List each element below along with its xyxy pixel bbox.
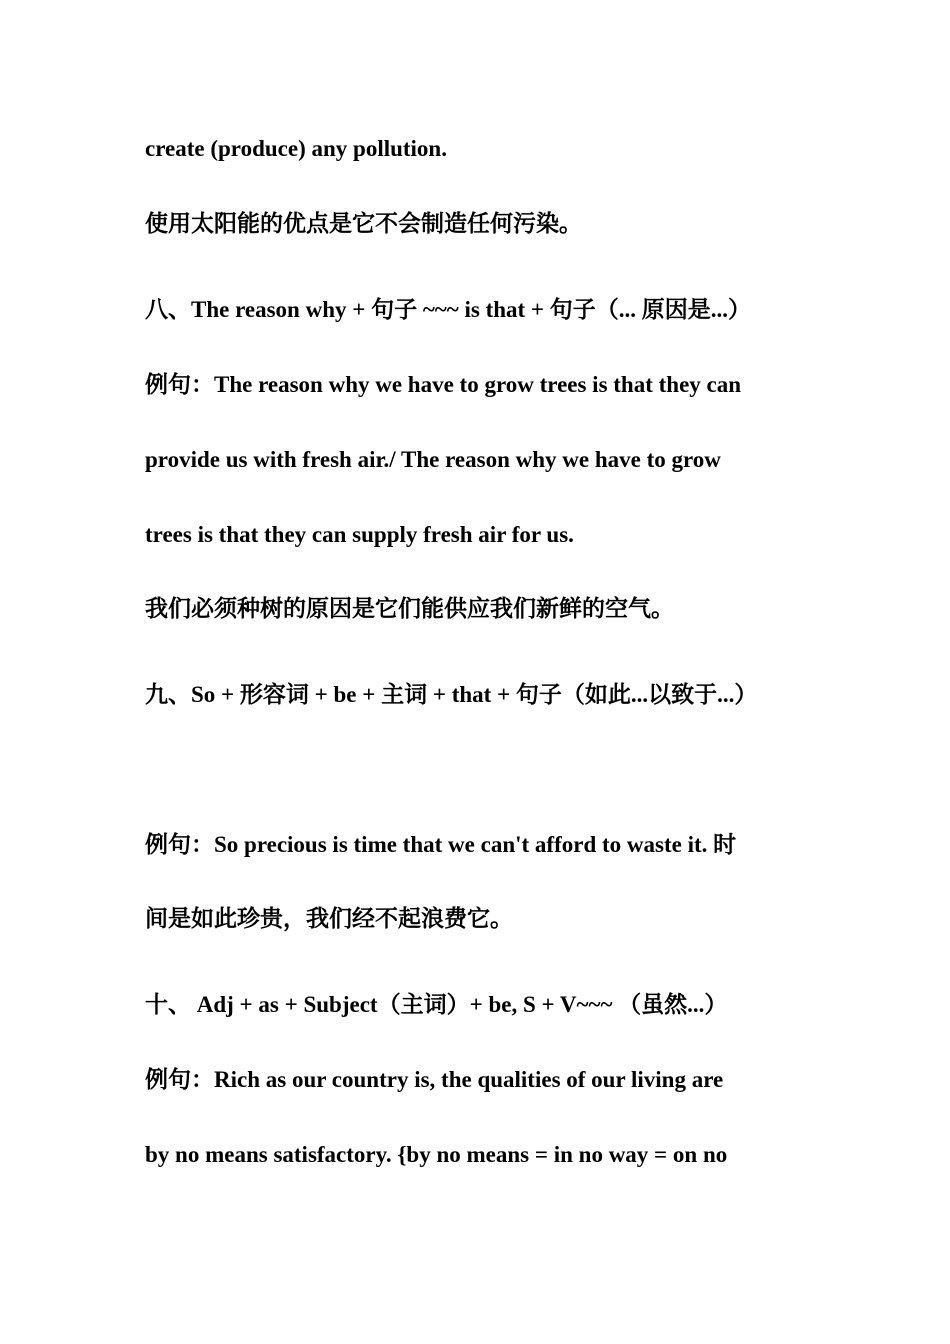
example-8-line-1: 例句：The reason why we have to grow trees is that they can [145,372,742,397]
example-10-line-1: 例句：Rich as our country is, the qualities of our living are [145,1067,724,1092]
section-9-heading: 九、So + 形容词 + be + 主词 + that + 句子（如此...以致于...） [145,682,758,707]
text-line-2: 使用太阳能的优点是它不会制造任何污染。 [145,211,582,236]
example-10-line-2: by no means satisfactory. {by no means = in no way = on no [145,1142,728,1167]
example-8-translation: 我们必须种树的原因是它们能供应我们新鲜的空气。 [145,596,674,621]
example-9-line-1: 例句：So precious is time that we can't afford to waste it. 时 [145,832,737,857]
example-9-line-2: 间是如此珍贵，我们经不起浪费它。 [145,906,513,931]
example-8-line-2: provide us with fresh air./ The reason why we have to grow [145,447,721,472]
section-8-heading: 八、The reason why + 句子 ~~~ is that + 句子（... 原因是...） [145,297,752,322]
example-8-line-3: trees is that they can supply fresh air for us. [145,522,574,547]
section-10-heading: 十、 Adj + as + Subject（主词）+ be, S + V~~~ （虽然...） [145,992,728,1017]
text-line-1: create (produce) any pollution. [145,136,447,161]
